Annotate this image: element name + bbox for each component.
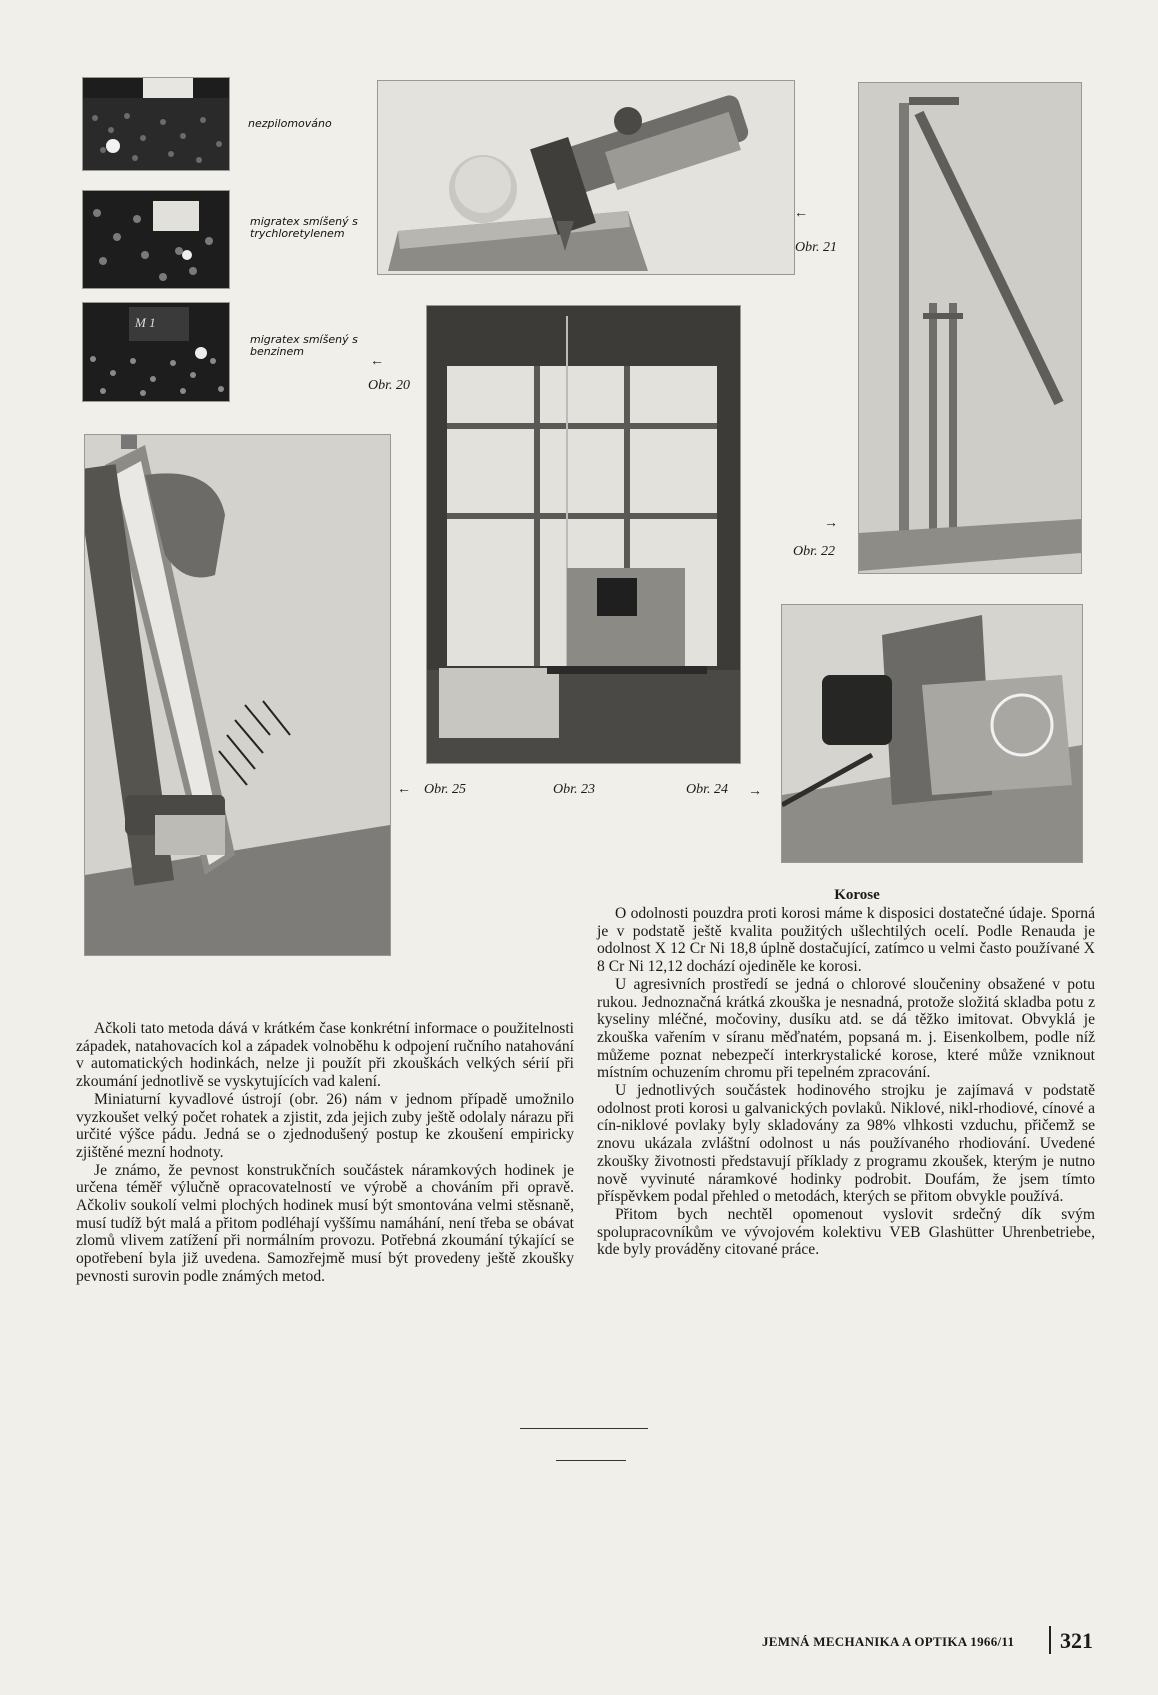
obr23-caption: Obr. 23 xyxy=(553,782,596,797)
obr25-photo xyxy=(84,434,391,956)
obr20-caption: Obr. 20 xyxy=(368,378,411,393)
obr20-label-2: migratex smíšený s trychloretylenem xyxy=(250,215,358,240)
obr20-label-1: nezpilomováno xyxy=(248,117,332,130)
page-number: 321 xyxy=(1060,1628,1093,1653)
stand-illustration xyxy=(859,83,1081,573)
separator-rule-2 xyxy=(556,1460,626,1461)
obr21-caption: Obr. 21 xyxy=(795,240,838,255)
obr22-caption: Obr. 22 xyxy=(793,544,836,559)
obr20-label-3: migratex smíšený s benzinem xyxy=(250,333,358,358)
strip-3-mark: M 1 xyxy=(135,315,156,330)
obr22-photo xyxy=(858,82,1082,574)
strip-3-texture xyxy=(83,303,229,401)
sample-strip-2 xyxy=(82,190,230,289)
right-paragraph-4: Přitom bych nechtěl opomenout vyslovit srdečný dík svým spolupracovníkům ve vývojovém kolektivu VEB Glashütter Uhrenbetriebe, kde byly prováděny citované práce. xyxy=(597,1205,1095,1259)
micrometer-illustration xyxy=(378,81,794,274)
obr20-arrow: ← xyxy=(370,354,384,369)
pendulum-illustration xyxy=(85,435,390,955)
obr25-caption: Obr. 25 xyxy=(424,782,467,797)
left-paragraph-2: Miniaturní kyvadlové ústrojí (obr. 26) nám v jednom případě umožnilo vyzkoušet velký počet rohatek a zjistit, zda jejich zuby ještě odolaly nárazu při určité výšce pádu. Jedná se o zjednodušený postup ke zkoušení empiricky zjištěné mezní hodnoty. xyxy=(76,1090,574,1161)
sample-strip-3 xyxy=(82,302,230,402)
strip-1-texture xyxy=(83,78,229,170)
journal-footer: JEMNÁ MECHANIKA A OPTIKA 1966/11 xyxy=(762,1634,1015,1649)
oscilloscope-illustration xyxy=(427,306,740,763)
right-paragraph-2: U agresivních prostředí se jedná o chlorové sloučeniny obsažené v potu rukou. Jednoznačná krátká zkouška je nesnadná, protože složitá skladba potu z kyseliny mléčné, močoviny, dusíku atd. se dá těžko imitovat. Obvyklá je zkouška vařením v síranu měďnatém, popsaná m. j. Eisenkolbem, podle níž můžeme poznat nebezpečí interkrystalické korose, které může vzniknout místním ochuzením chromu při tepelném zpracování. xyxy=(597,975,1095,1082)
obr23-photo xyxy=(426,305,741,764)
obr21-arrow: ← xyxy=(794,206,808,221)
left-paragraph-1: Ačkoli tato metoda dává v krátkém čase konkrétní informace o použitelnosti západek, natahovacích kol a západek volnoběhu k odpojení ručního natahování v automatických hodinkách, nelze ji použít při zkouškách velkých sérií při zkoumání jednotlivě se vyskytujících vad kalení. xyxy=(76,1020,574,1091)
sample-strip-1 xyxy=(82,77,230,171)
left-paragraph-3: Je známo, že pevnost konstrukčních součástek náramkových hodinek je určena téměř výlučně opracovatelností ve výrobě a chováním při opravě. Ačkoliv soukolí velmi plochých hodinek musí být smontována velmi stěsnaně, musí tudíž být malá a přitom podléhají vyššímu namáhání, není třeba se obávat zlomů vlivem zatížení při normálním provozu. Potřebná zkoumání týkající se opotřebení byla již uvedena. Samozřejmě musí být provedeny ještě zkoušky pevnosti surovin podle známých metod. xyxy=(76,1161,574,1285)
obr21-photo xyxy=(377,80,795,275)
gear-apparatus-illustration xyxy=(782,605,1082,862)
strip-2-texture xyxy=(83,191,229,288)
obr24-caption: Obr. 24 xyxy=(686,782,729,797)
section-heading-korose: Korose xyxy=(834,887,880,903)
obr24-arrow: → xyxy=(748,784,762,799)
right-paragraph-1: O odolnosti pouzdra proti korosi máme k disposici dostatečné údaje. Sporná je v podstatě ještě kvalita použitých ušlechtilých ocelí. Podle Renauda je odolnost X 12 Cr Ni 18,8 úplně dostačující, zatímco u velmi často používané X 8 Cr Ni 12,12 dochází ojediněle ke korosi. xyxy=(597,905,1095,976)
right-column-text xyxy=(597,905,1095,1259)
obr25-arrow: ← xyxy=(397,782,411,797)
footer-divider xyxy=(1049,1626,1051,1654)
right-paragraph-3: U jednotlivých součástek hodinového strojku je zajímavá v podstatě odolnost proti korosi u galvanických povlaků. Niklové, nikl-rhodiové, cínové a cín-niklové povlaky byly skladovány za 98% vlhkosti vzduchu, přičemž se znovu ukázala zvláštní odolnost u nás používaného rhodiování. Uvedené zkoušky životnosti představují příklady z programu zkoušek, kterým je nutno nově vyvinuté náramkové hodinky podrobit. Doufám, že jsem tímto příspěvkem podal přehled o metodách, kterých se přitom obvykle používá. xyxy=(597,1082,1095,1206)
left-column-text xyxy=(76,1020,574,1286)
obr24-photo xyxy=(781,604,1083,863)
obr22-arrow: → xyxy=(824,516,838,531)
separator-rule-1 xyxy=(520,1428,648,1429)
